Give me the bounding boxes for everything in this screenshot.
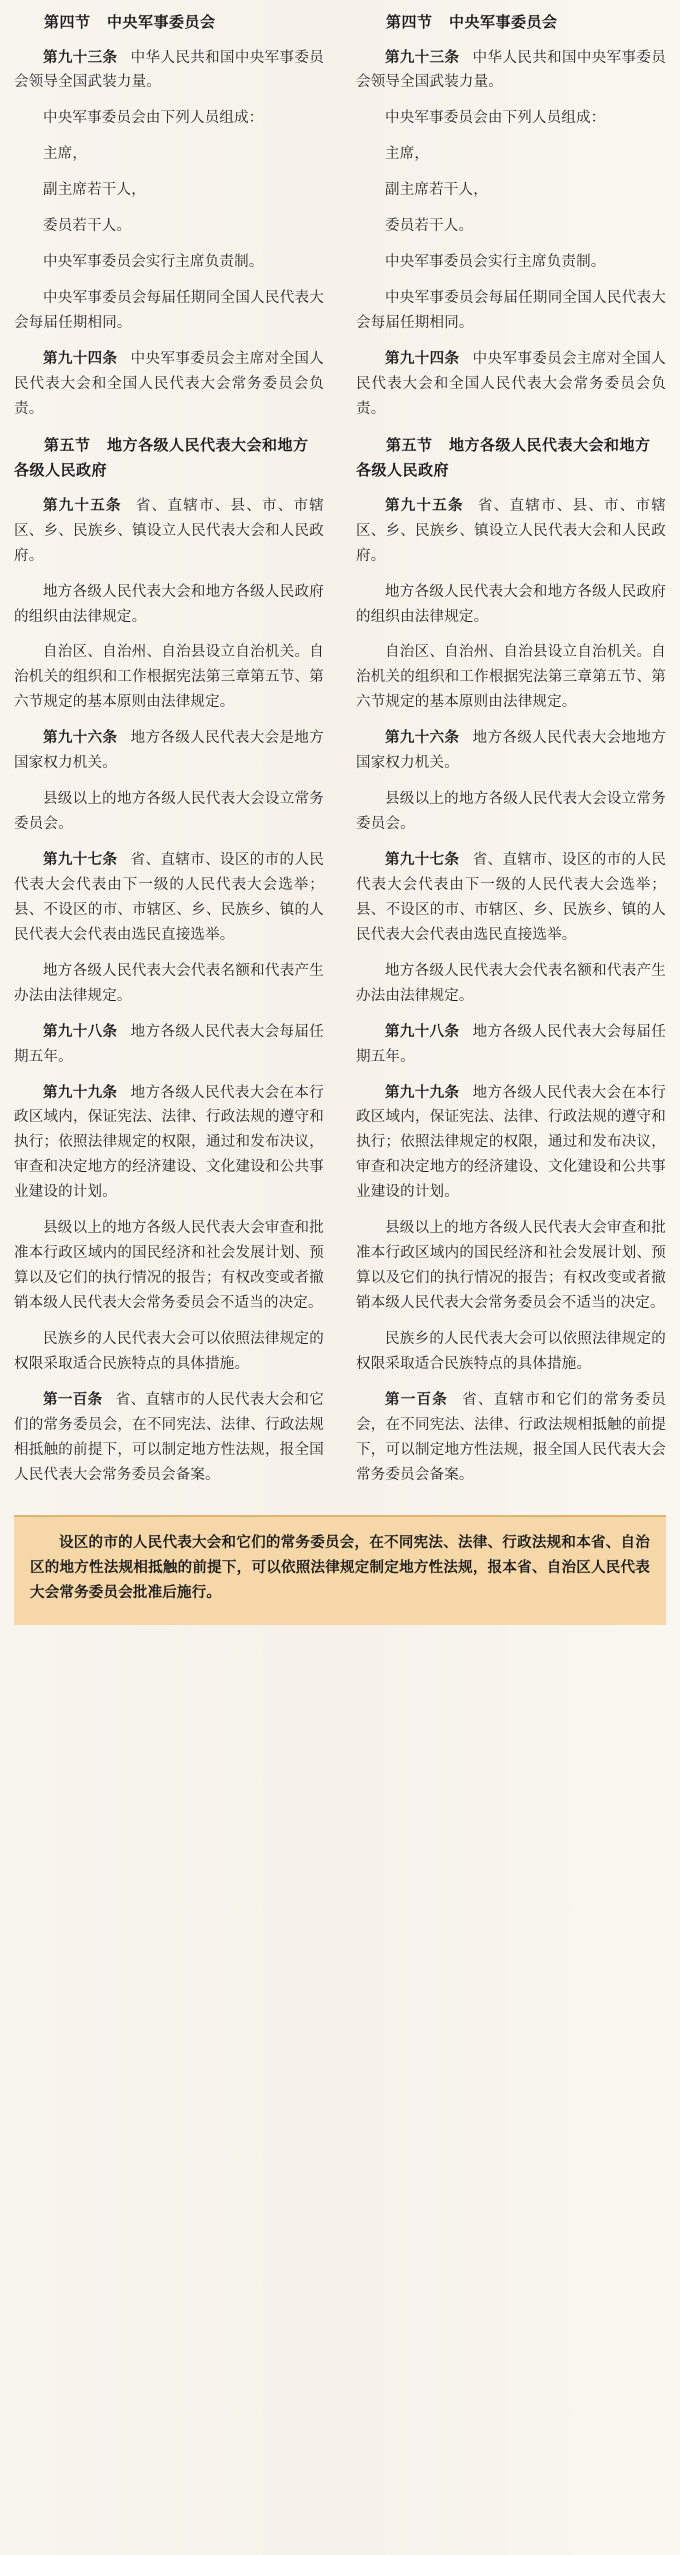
section-number: 第五节 — [386, 435, 433, 454]
paragraph — [356, 494, 666, 569]
paragraph — [14, 46, 324, 96]
section-heading — [356, 10, 666, 36]
paragraph-text: 地方各级人民代表大会和地方各级人民政府的组织由法律规定。 — [356, 583, 666, 625]
paragraph-text: 地方各级人民代表大会每届任期五年。 — [356, 1023, 666, 1065]
paragraph — [14, 726, 324, 776]
paragraph — [14, 1327, 324, 1377]
paragraph-text: 委员若干人。 — [385, 218, 474, 235]
paragraph-text: 省、直辖市、县、市、市辖区、乡、民族乡、镇设立人民代表大会和人民政府。 — [14, 497, 324, 564]
paragraph — [14, 1020, 324, 1070]
paragraph-text: 中华人民共和国中央军事委员会领导全国武装力量。 — [356, 49, 666, 91]
article-number: 第九十七条 — [43, 852, 118, 868]
paragraph-text: 省、直辖市、县、市、市辖区、乡、民族乡、镇设立人民代表大会和人民政府。 — [356, 497, 666, 564]
article-number: 第九十六条 — [43, 730, 118, 747]
paragraph-text: 地方各级人民代表大会地地方国家权力机关。 — [356, 730, 666, 772]
paragraph-text: 县级以上的地方各级人民代表大会审查和批准本行政区域内的国民经济和社会发展计划、预算以及它们的执行情况的报告；有权改变或者撤销本级人民代表大会常务委员会不适当的决定。 — [14, 1220, 324, 1311]
paragraph-text: 县级以上的地方各级人民代表大会设立常务委员会。 — [356, 791, 666, 833]
paragraph — [14, 959, 324, 1009]
paragraph-text: 地方各级人民代表大会是地方国家权力机关。 — [14, 730, 324, 772]
article-number: 第一百条 — [43, 1391, 103, 1408]
paragraph — [356, 178, 666, 203]
section-heading — [356, 433, 666, 484]
paragraph — [356, 106, 666, 131]
paragraph-text: 中央军事委员会每届任期同全国人民代表大会每届任期相同。 — [356, 290, 666, 331]
paragraph — [14, 178, 324, 203]
paragraph-text: 民族乡的人民代表大会可以依照法律规定的权限采取适合民族特点的具体措施。 — [356, 1330, 666, 1372]
paragraph — [14, 787, 324, 837]
paragraph — [14, 286, 324, 336]
paragraph — [356, 1020, 666, 1070]
paragraph-text: 中央军事委员会由下列人员组成： — [385, 110, 606, 127]
paragraph — [14, 640, 324, 715]
article-number: 第九十八条 — [385, 1023, 460, 1040]
article-number: 第九十七条 — [385, 852, 460, 868]
paragraph — [356, 787, 666, 837]
paragraph-text: 中央军事委员会主席对全国人民代表大会和全国人民代表大会常务委员会负责。 — [14, 350, 324, 417]
paragraph — [14, 142, 324, 167]
highlight-text: 设区的市的人民代表大会和它们的常务委员会，在不同宪法、法律、行政法规和本省、自治区的地方性法规相抵触的前提下，可以依照法律规定制定地方性法规，报本省、自治区人民代表大会常务委员会批准后施行。 — [30, 1534, 650, 1602]
paragraph — [14, 250, 324, 275]
article-number: 第九十八条 — [43, 1023, 118, 1040]
paragraph — [14, 848, 324, 948]
section-heading-text: 地方各级人民代表大会和地方各级人民政府 — [356, 435, 651, 480]
paragraph-text: 民族乡的人民代表大会可以依照法律规定的权限采取适合民族特点的具体措施。 — [14, 1330, 324, 1372]
paragraph — [356, 1081, 666, 1206]
section-number: 第四节 — [44, 13, 91, 31]
two-column-layout — [0, 10, 680, 1499]
paragraph — [356, 142, 666, 167]
paragraph-text: 县级以上的地方各级人民代表大会设立常务委员会。 — [14, 791, 324, 833]
highlight-callout — [14, 1515, 666, 1625]
article-number: 第九十五条 — [43, 497, 122, 514]
paragraph-text: 副主席若干人， — [43, 182, 146, 199]
paragraph — [356, 726, 666, 776]
paragraph-text: 省、直辖市、设区的市的人民代表大会代表由下一级的人民代表大会选举；县、不设区的市、市辖区、乡、民族乡、镇的人民代表大会代表由选民直接选举。 — [14, 852, 324, 943]
article-number: 第九十五条 — [385, 497, 464, 514]
paragraph — [14, 494, 324, 569]
article-number: 第九十四条 — [43, 350, 118, 367]
section-heading — [14, 10, 324, 36]
paragraph — [14, 1216, 324, 1316]
article-number: 第九十四条 — [385, 350, 460, 367]
section-heading — [14, 433, 324, 484]
section-number: 第四节 — [386, 13, 433, 31]
section-heading-text: 地方各级人民代表大会和地方各级人民政府 — [14, 435, 309, 480]
paragraph — [356, 580, 666, 630]
paragraph — [356, 640, 666, 715]
paragraph — [14, 1081, 324, 1206]
paragraph-text: 中华人民共和国中央军事委员会领导全国武装力量。 — [14, 49, 324, 91]
paragraph-text: 副主席若干人， — [385, 182, 488, 199]
paragraph — [14, 580, 324, 630]
section-heading-text: 中央军事委员会 — [449, 13, 558, 31]
article-number: 第九十三条 — [43, 49, 118, 66]
page-bottom-spacer — [0, 1625, 680, 1635]
paragraph-text: 地方各级人民代表大会每届任期五年。 — [14, 1023, 324, 1065]
paragraph — [356, 848, 666, 948]
paragraph-text: 中央军事委员会每届任期同全国人民代表大会每届任期相同。 — [14, 290, 324, 331]
paragraph — [356, 959, 666, 1009]
paragraph-text: 地方各级人民代表大会代表名额和代表产生办法由法律规定。 — [14, 962, 324, 1004]
paragraph — [14, 214, 324, 239]
article-number: 第一百条 — [385, 1391, 449, 1408]
paragraph — [14, 1388, 324, 1488]
paragraph-text: 县级以上的地方各级人民代表大会审查和批准本行政区域内的国民经济和社会发展计划、预算以及它们的执行情况的报告；有权改变或者撤销本级人民代表大会常务委员会不适当的决定。 — [356, 1220, 666, 1311]
paragraph — [14, 347, 324, 422]
paragraph — [356, 347, 666, 422]
paragraph-text: 主席， — [385, 146, 430, 163]
paragraph-text: 中央军事委员会实行主席负责制。 — [385, 254, 606, 271]
article-number: 第九十三条 — [385, 49, 460, 66]
article-number: 第九十九条 — [385, 1084, 460, 1101]
paragraph — [356, 1216, 666, 1316]
paragraph-text: 中央军事委员会实行主席负责制。 — [43, 254, 264, 271]
paragraph-text: 地方各级人民代表大会在本行政区域内，保证宪法、法律、行政法规的遵守和执行；依照法律规定的权限，通过和发布决议，审查和决定地方的经济建设、文化建设和公共事业建设的计划。 — [356, 1084, 666, 1201]
paragraph-text: 主席， — [43, 146, 88, 163]
paragraph-text: 委员若干人。 — [43, 218, 132, 235]
paragraph-text: 地方各级人民代表大会和地方各级人民政府的组织由法律规定。 — [14, 583, 324, 625]
paragraph-text: 地方各级人民代表大会在本行政区域内，保证宪法、法律、行政法规的遵守和执行；依照法律规定的权限，通过和发布决议，审查和决定地方的经济建设、文化建设和公共事业建设的计划。 — [14, 1084, 324, 1201]
paragraph — [356, 1388, 666, 1488]
article-number: 第九十九条 — [43, 1084, 118, 1101]
paragraph-text: 省、直辖市、设区的市的人民代表大会代表由下一级的人民代表大会选举；县、不设区的市、市辖区、乡、民族乡、镇的人民代表大会代表由选民直接选举。 — [356, 852, 666, 943]
paragraph-text: 中央军事委员会由下列人员组成： — [43, 110, 264, 127]
paragraph — [356, 214, 666, 239]
paragraph — [356, 250, 666, 275]
article-number: 第九十六条 — [385, 730, 460, 747]
paragraph-text: 省、直辖市和它们的常务委员会，在不同宪法、法律、行政法规相抵触的前提下，可以制定地方性法规，报全国人民代表大会常务委员会备案。 — [356, 1391, 666, 1483]
paragraph — [356, 46, 666, 96]
column-left — [14, 10, 330, 1499]
paragraph-text: 地方各级人民代表大会代表名额和代表产生办法由法律规定。 — [356, 962, 666, 1004]
paragraph-text: 中央军事委员会主席对全国人民代表大会和全国人民代表大会常务委员会负责。 — [356, 350, 666, 417]
paragraph — [356, 1327, 666, 1377]
paragraph-text: 自治区、自治州、自治县设立自治机关。自治机关的组织和工作根据宪法第三章第五节、第六节规定的基本原则由法律规定。 — [356, 644, 666, 711]
section-number: 第五节 — [44, 435, 91, 454]
column-right — [350, 10, 666, 1499]
paragraph-text: 省、直辖市的人民代表大会和它们的常务委员会，在不同宪法、法律、行政法规相抵触的前提下，可以制定地方性法规，报全国人民代表大会常务委员会备案。 — [14, 1391, 324, 1483]
paragraph — [356, 286, 666, 336]
paragraph-text: 自治区、自治州、自治县设立自治机关。自治机关的组织和工作根据宪法第三章第五节、第六节规定的基本原则由法律规定。 — [14, 644, 324, 711]
paragraph — [14, 106, 324, 131]
section-heading-text: 中央军事委员会 — [107, 13, 216, 31]
